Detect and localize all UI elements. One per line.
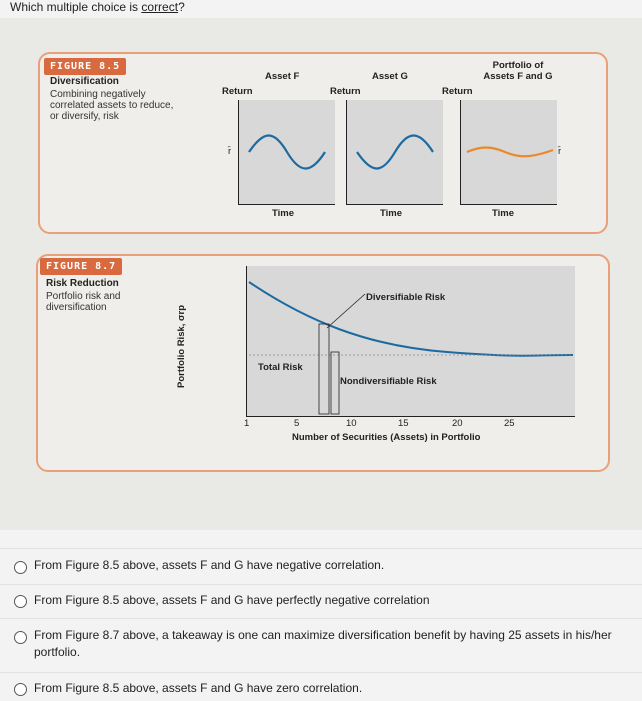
option-4-text: From Figure 8.5 above, assets F and G have zero correlation. bbox=[34, 681, 363, 695]
risk-chart bbox=[246, 266, 575, 417]
option-1-text: From Figure 8.5 above, assets F and G have negative correlation. bbox=[34, 558, 385, 572]
total-risk-label: Total Risk bbox=[258, 362, 303, 373]
option-2-text: From Figure 8.5 above, assets F and G have perfectly negative correlation bbox=[34, 593, 430, 607]
asset-f-label: Asset F bbox=[265, 71, 300, 82]
asset-g-wave bbox=[347, 100, 443, 204]
y-axis-label: Portfolio Risk, σrp bbox=[176, 304, 187, 388]
return-label-portfolio: Return bbox=[442, 86, 473, 97]
portfolio-wave bbox=[461, 100, 557, 204]
option-4[interactable] bbox=[0, 672, 642, 701]
figure-8-5-desc: Combining negatively correlated assets to reduce, or diversify, risk bbox=[50, 89, 174, 122]
risk-curve-svg bbox=[247, 266, 575, 416]
x-tick-20: 20 bbox=[452, 418, 463, 429]
figure-8-5-tag: FIGURE 8.5 bbox=[44, 58, 126, 75]
time-label-f: Time bbox=[272, 208, 295, 219]
asset-f-wave bbox=[239, 100, 335, 204]
portfolio-label: Portfolio of Assets F and G bbox=[483, 60, 553, 82]
x-tick-15: 15 bbox=[398, 418, 409, 429]
x-tick-5: 5 bbox=[294, 418, 300, 429]
time-label-g: Time bbox=[380, 208, 403, 219]
figure-8-7-tag: FIGURE 8.7 bbox=[40, 258, 122, 275]
figure-8-5 bbox=[38, 52, 608, 234]
nondiversifiable-risk-label: Nondiversifiable Risk bbox=[340, 376, 437, 387]
portfolio-chart bbox=[460, 100, 557, 205]
figure-8-7-desc: Portfolio risk and diversification bbox=[46, 291, 121, 313]
option-2[interactable] bbox=[0, 584, 642, 615]
time-label-portfolio: Time bbox=[492, 208, 515, 219]
asset-g-chart bbox=[346, 100, 443, 205]
option-3[interactable] bbox=[0, 618, 642, 669]
figure-8-7 bbox=[36, 254, 610, 472]
x-axis-label: Number of Securities (Assets) in Portfolio bbox=[292, 432, 481, 443]
diversifiable-risk-label: Diversifiable Risk bbox=[366, 292, 446, 303]
figure-8-7-title: Risk Reduction bbox=[46, 278, 119, 289]
option-2-radio[interactable] bbox=[14, 595, 27, 608]
x-tick-10: 10 bbox=[346, 418, 357, 429]
x-tick-1: 1 bbox=[244, 418, 250, 429]
option-1[interactable] bbox=[0, 548, 642, 579]
return-label-f: Return bbox=[222, 86, 253, 97]
r-bar-label-right: r̄ bbox=[558, 146, 562, 157]
option-1-radio[interactable] bbox=[14, 561, 27, 574]
asset-g-label: Asset G bbox=[372, 71, 408, 82]
option-3-text: From Figure 8.7 above, a takeaway is one can maximize diversification benefit by having 25 assets in his/her portfolio. bbox=[34, 628, 612, 659]
return-label-g: Return bbox=[330, 86, 361, 97]
figure-8-5-title: Diversification bbox=[50, 76, 119, 87]
asset-f-chart bbox=[238, 100, 335, 205]
question-text: Which multiple choice is correct? bbox=[10, 0, 185, 14]
x-tick-25: 25 bbox=[504, 418, 515, 429]
r-bar-label-left: r̄ bbox=[228, 146, 232, 157]
question-emphasis: correct bbox=[141, 0, 179, 14]
option-3-radio[interactable] bbox=[14, 631, 27, 644]
figure-photo bbox=[0, 18, 642, 530]
option-4-radio[interactable] bbox=[14, 683, 27, 696]
